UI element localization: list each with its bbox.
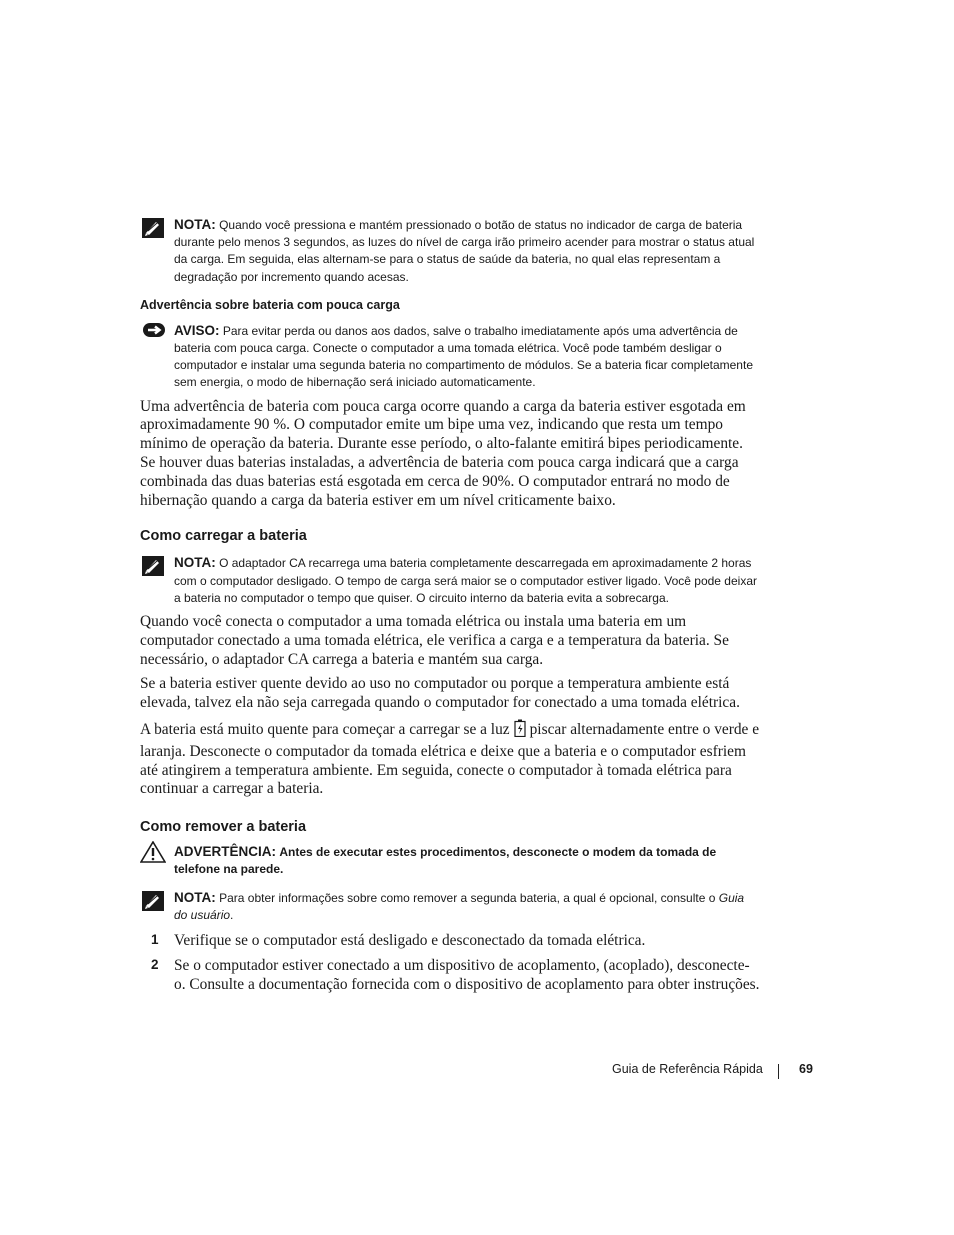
section-heading-remove: Como remover a bateria <box>140 819 307 836</box>
note-callout <box>140 216 760 286</box>
steps-list <box>140 932 760 994</box>
warning-text: Antes de executar estes procedimentos, desconecte o modem da tomada de telefone na parede. <box>174 845 717 877</box>
subheading: Advertência sobre bateria com pouca carga <box>140 297 400 312</box>
note-text: O adaptador CA recarrega uma bateria completamente descarregada em aproximadamente 2 horas com o computador desligado. O tempo de carga será maior se o computador estiver ligado. Você pode deixar a bateria no computador o tempo que quiser. O circuito interno da bateria evita a sobrecarga. <box>174 556 757 605</box>
step-text: Se o computador estiver conectado a um dispositivo de acoplamento, (acoplado), desconecte-o. Consulte a documentação fornecida com o dispositivo de acoplamento para obter instruções. <box>174 956 760 993</box>
body-paragraph: Se a bateria estiver quente devido ao uso no computador ou porque a temperatura ambiente está elevada, talvez ela não seja carregada quando o computador for conectado a uma tomada elétrica. <box>140 675 740 712</box>
notice-text: Para evitar perda ou danos aos dados, salve o trabalho imediatamente após uma advertência de bateria com pouca carga. Conecte o computador a uma tomada elétrica. Você pode também desligar o computador e instalar uma segunda bateria no compartimento de módulos. Se a bateria ficar completamente sem energia, o modo de hibernação será iniciado automaticamente. <box>174 323 753 390</box>
note-pencil-icon <box>142 218 164 243</box>
page-footer <box>612 1062 813 1076</box>
notice-label: AVISO: <box>174 322 220 338</box>
note-text: Quando você pressiona e mantém pressionado o botão de status no indicador de carga de bateria durante pelo menos 3 segundos, as luzes do nível de carga irão primeiro acender para mostrar o status atual da carga. Em seguida, elas alternam-se para o status de saúde da bateria, no qual elas representam a degradação por incremento quando acesas. <box>174 218 755 284</box>
note-label: NOTA: <box>174 889 216 905</box>
list-item <box>140 957 760 995</box>
paragraph-text-start: A bateria está muito quente para começar a carregar se a luz <box>140 721 510 738</box>
notice-arrow-icon <box>142 322 166 343</box>
section-heading-charge: Como carregar a bateria <box>140 528 307 545</box>
body-paragraph: Uma advertência de bateria com pouca carga ocorre quando a carga da bateria estiver esgotada em aproximadamente 90 %. O computador emite um bipe uma vez, indicando que resta um tempo mínimo de operação da bateria. Durante esse período, o alto-falante emitirá bipes periodicamente. Se houver duas baterias instaladas, a advertência de bateria com pouca carga indicará que a carga combinada das duas baterias está esgotada em cerca de 90%. O computador entrará no modo de hibernação quando a carga da bateria estiver em um nível criticamente baixo. <box>140 397 746 509</box>
step-text: Verifique se o computador está desligado e desconectado da tomada elétrica. <box>174 932 646 949</box>
notice-callout <box>140 322 760 392</box>
footer-divider <box>778 1064 779 1079</box>
paragraph-text-end: piscar alternadamente entre o verde e laranja. Desconecte o computador da tomada elétrica e deixe que a bateria e o computador esfriem até atingirem a temperatura ambiente. Em seguida, conecte o computador à tomada elétrica para continuar a carregar a bateria. <box>140 721 760 798</box>
list-item <box>140 932 760 951</box>
footer-title: Guia de Referência Rápida <box>612 1062 763 1076</box>
body-paragraph <box>140 719 760 799</box>
note-italic-reference: Guia do usuário <box>174 890 745 922</box>
battery-charge-icon <box>514 719 526 743</box>
page-content <box>140 216 760 994</box>
note-label: NOTA: <box>174 217 216 232</box>
note-callout <box>140 889 760 924</box>
warning-triangle-icon <box>140 841 166 868</box>
page-number: 69 <box>799 1062 813 1076</box>
warning-callout <box>140 843 760 878</box>
step-number: 2 <box>151 956 159 972</box>
body-paragraph: Quando você conecta o computador a uma tomada elétrica ou instala uma bateria em um computador conectado a uma tomada elétrica, ele verifica a carga e a temperatura da bateria. Se necessário, o adaptador CA carrega a bateria e mantém sua carga. <box>140 613 729 668</box>
step-number: 1 <box>151 932 159 947</box>
note-pencil-icon <box>142 891 164 916</box>
warning-label: ADVERTÊNCIA: <box>174 844 277 860</box>
note-callout <box>140 554 760 607</box>
note-label: NOTA: <box>174 555 216 571</box>
note-text-end: . <box>230 907 234 922</box>
note-text: Para obter informações sobre como remover a segunda bateria, a qual é opcional, consulte o <box>219 890 716 905</box>
note-pencil-icon <box>142 556 164 581</box>
